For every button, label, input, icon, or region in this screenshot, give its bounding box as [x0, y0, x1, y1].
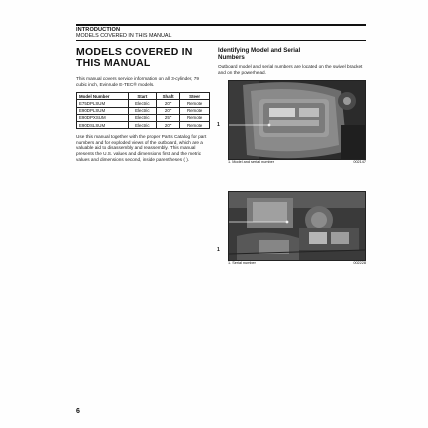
table-cell: 20"	[156, 107, 179, 114]
table-row	[77, 114, 210, 121]
table-cell: E90DSLSUM	[77, 121, 129, 128]
figure1-code: 002147	[353, 160, 366, 165]
table-cell: 20"	[156, 100, 179, 107]
page-number: 6	[76, 408, 80, 415]
table-row	[77, 107, 210, 114]
right-column	[218, 47, 366, 266]
page-header	[76, 24, 366, 41]
table-cell: Electric	[128, 107, 156, 114]
figure1-callout: 1	[217, 122, 220, 129]
table-header-row	[77, 93, 210, 100]
column-header-start: Start	[128, 93, 156, 100]
column-header-model: Model Number	[77, 93, 129, 100]
table-cell: E75DPLSUM	[77, 100, 129, 107]
table-row	[77, 121, 210, 128]
column-header-steer: Steer	[180, 93, 210, 100]
identification-heading-line1: Identifying Model and Serial	[218, 47, 301, 54]
figure1-photo	[228, 80, 366, 160]
table-cell: Remote	[180, 121, 210, 128]
identification-heading-line2: Numbers	[218, 54, 245, 61]
section-title	[76, 47, 210, 69]
figure2-caption: 1. Serial number	[228, 261, 256, 266]
section-title-line2: THIS MANUAL	[76, 57, 151, 69]
header-title: INTRODUCTION	[76, 27, 121, 33]
figure2-callout: 1	[217, 247, 220, 254]
figure2-photo	[228, 191, 366, 261]
figure2-code: 002228	[353, 261, 366, 266]
figure2-caption-row	[228, 261, 366, 266]
figure1-caption: 1. Model and serial number	[228, 160, 275, 165]
table-cell: 25"	[156, 114, 179, 121]
powerhead-photo	[229, 192, 366, 261]
header-rule	[76, 24, 366, 26]
table-row	[77, 100, 210, 107]
table-cell: Remote	[180, 100, 210, 107]
table-cell: Remote	[180, 107, 210, 114]
table-cell: Electric	[128, 121, 156, 128]
table-cell: Electric	[128, 100, 156, 107]
intro-paragraph: This manual covers service information on all 3-cylinder, 79 cubic inch, Evinrude E-TEC® models.	[76, 76, 199, 87]
left-column	[76, 47, 210, 162]
identification-heading	[218, 47, 366, 61]
table-cell: E90DPLSUM	[77, 107, 129, 114]
table-cell: Electric	[128, 114, 156, 121]
swivel-bracket-photo	[229, 81, 366, 160]
table-cell: 20"	[156, 121, 179, 128]
section-title-line1: MODELS COVERED IN	[76, 46, 193, 58]
column-header-shaft: Shaft	[156, 93, 179, 100]
table-cell: Remote	[180, 114, 210, 121]
figure1-caption-row	[228, 160, 366, 165]
models-table	[76, 92, 210, 129]
usage-paragraph: Use this manual together with the proper Parts Catalog for part numbers and for exploded views of the outboard, which are a valuable aid to disassembly and reassembly. This manual presents the U.S. values and dimensions first and the metric values and dimensions second, inside parentheses ( ).	[76, 134, 207, 162]
header-subtitle: MODELS COVERED IN THIS MANUAL	[76, 33, 366, 41]
identification-paragraph: Outboard model and serial numbers are located on the swivel bracket and on the powerhead.	[218, 64, 363, 75]
table-cell: E90DPXSUM	[77, 114, 129, 121]
